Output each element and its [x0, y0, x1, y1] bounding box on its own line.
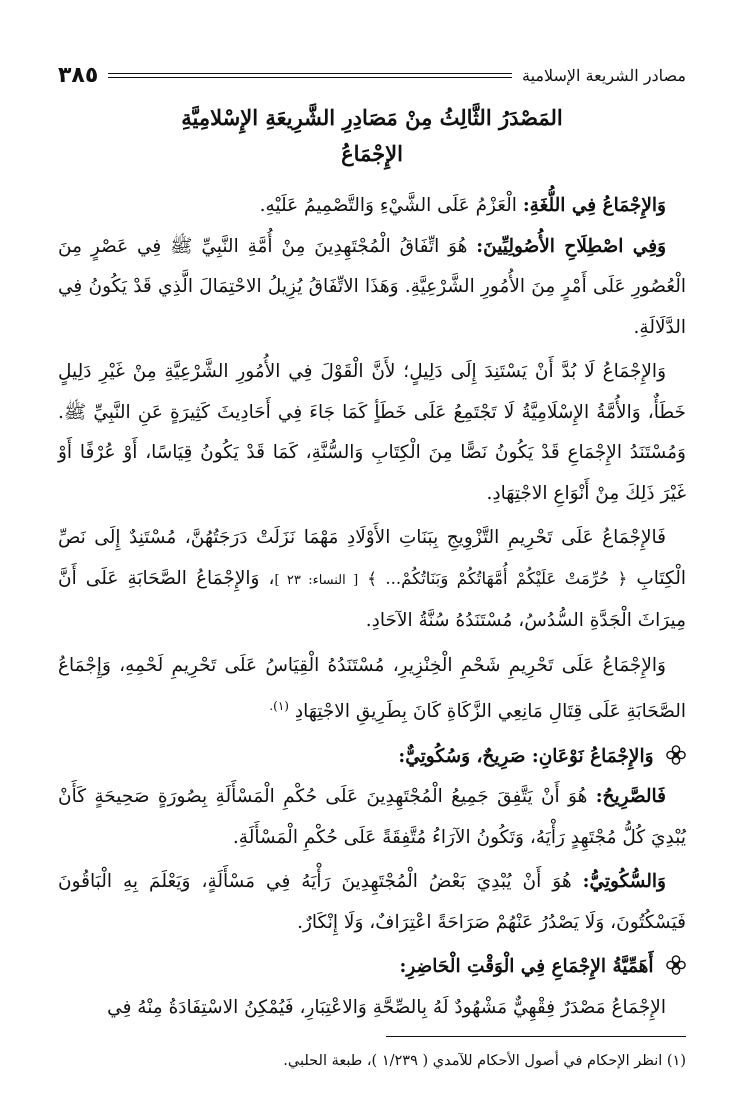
running-title: مصادر الشريعة الإسلامية — [521, 65, 686, 85]
flower-bullet-icon — [666, 745, 686, 765]
paragraph-text: وَالإِجْمَاعُ عَلَى تَحْرِيمِ شَحْمِ الْخِنْزِيرِ، مُسْتَنَدُهُ الْقِيَاسُ عَلَى تَحْرِيمِ لَحْمِهِ، وَإِجْمَاعُ الصَّحَابَةِ عَلَى قِتَالِ مَانِعِي الزَّكَاةِ كَانَ بِطَرِيقِ الاجْتِهَادِ — [58, 654, 686, 723]
paragraph-silent — [58, 862, 686, 943]
section-title: أَهَمِّيَّةُ الإِجْمَاعِ فِي الْوَقْتِ الْحَاضِرِ: — [399, 956, 654, 978]
section-title: وَالإِجْمَاعُ نَوْعَانِ: صَرِيحٌ، وَسُكُوتِيٌّ: — [398, 745, 654, 767]
body-text — [58, 186, 686, 1028]
paragraph-basis: وَالإِجْمَاعُ لَا بُدَّ أَنْ يَسْتَنِدَ إِلَى دَلِيلٍ؛ لأَنَّ الْقَوْلَ فِي الأُمُورِ الشَّرْعِيَّةِ مِنْ غَيْرِ دَلِيلٍ خَطَأٌ، وَالأُمَّةُ الإِسْلَامِيَّةُ لَا تَجْتَمِعُ عَلَى خَطَأٍ كَمَا جَاءَ فِي أَحَادِيثَ كَثِيرَةٍ عَنِ النَّبِيِّ ﷺ. وَمُسْتَنَدُ الإِجْمَاعِ قَدْ يَكُونُ نَصًّا مِنَ الْكِتَابِ وَالسُّنَّةِ، كَمَا قَدْ يَكُونُ قِيَاسًا، أَوْ عُرْفًا أَوْ غَيْرَ ذَلِكَ مِنْ أَنْوَاعِ الاجْتِهَادِ. — [58, 361, 686, 504]
paragraph-qiyas — [58, 646, 686, 733]
paragraph-definition-term — [58, 227, 686, 349]
paragraph-text: الْعَزْمُ عَلَى الشَّيْءِ وَالتَّصْمِيمُ عَلَيْهِ. — [259, 195, 517, 216]
chapter-headings — [58, 100, 686, 172]
chapter-subtitle: الإِجْمَاعُ — [341, 141, 403, 166]
paragraph-text: هُوَ أَنْ يُبْدِيَ بَعْضُ الْمُجْتَهِدِينَ رَأْيَهُ فِي مَسْأَلَةٍ، وَيَعْلَمَ بِهِ الْبَاقُونَ فَيَسْكُتُونَ، وَلَا يَصْدُرُ عَنْهُمْ صَرَاحَةً اعْتِرَافٌ، وَلَا إِنْكَارٌ. — [58, 871, 686, 933]
paragraph-text: فَالإِجْمَاعُ عَلَى تَحْرِيمِ التَّزْوِيجِ بِبَنَاتِ الأَوْلَادِ مَهْمَا نَزَلَتْ دَرَجَتُهُنَّ، مُسْتَنِدٌ إِلَى نَصِّ الْكِتَابِ — [58, 527, 686, 589]
chapter-title: المَصْدَرُ الثَّالِثُ مِنْ مَصَادِرِ الشَّرِيعَةِ الإِسْلامِيَّةِ — [181, 105, 563, 130]
footnote-marker: (١). — [269, 699, 289, 713]
term-lead: فَالصَّرِيحُ: — [595, 786, 666, 808]
paragraph-text: هُوَ اتِّفَاقُ الْمُجْتَهِدِينَ مِنْ أُمَّةِ النَّبِيِّ ﷺ فِي عَصْرٍ مِنَ الْعُصُورِ عَلَى أَمْرٍ مِنَ الأُمُورِ الشَّرْعِيَّةِ. وَهَذَا الاتِّفَاقُ يُزِيلُ الاحْتِمَالَ الَّذِي قَدْ يَكُونُ فِي الدَّلَالَةِ. — [58, 235, 686, 338]
footnote: (١) انظر الإحكام في أصول الأحكام للآمدي ( ١/٢٣٩ )، طبعة الحلبي. — [283, 1053, 686, 1069]
footnote-rule — [386, 1036, 686, 1037]
paragraph-text: ، وَالإِجْمَاعُ الصَّحَابَةِ عَلَى أَنَّ مِيرَاثَ الْجَدَّةِ السُّدُسُ، مُسْتَنَدُهُ سُنَّةُ الآحَادِ. — [58, 567, 686, 631]
section-heading-importance — [58, 947, 686, 988]
quran-quote: ﴿ حُرِّمَتْ عَلَيْكُمْ أُمَّهَاتُكُمْ وَبَنَاتُكُمْ... ﴾ — [367, 568, 628, 588]
paragraph-text: هُوَ أَنْ يَتَّفِقَ جَمِيعُ الْمُجْتَهِدِينَ عَلَى حُكْمِ الْمَسْأَلَةِ بِصُورَةٍ صَحِيحَةٍ كَأَنْ يُبْدِيَ كُلُّ مُجْتَهِدٍ رَأْيَهُ، وَتَكُونُ الآرَاءُ مُتَّفِقَةً عَلَى حُكْمِ الْمَسْأَلَةِ. — [58, 786, 686, 848]
page-number: ٣٨٥ — [58, 62, 99, 88]
section-heading-types — [58, 737, 686, 778]
running-header — [58, 60, 686, 90]
term-lead: وَالسُّكُوتِيُّ: — [582, 871, 666, 893]
term-lead: وَفِي اصْطِلَاحِ الأُصُولِيِّينَ: — [476, 235, 666, 257]
quran-reference: [ النساء: ٢٣ ] — [274, 572, 359, 588]
paragraph-examples — [58, 518, 686, 642]
paragraph-explicit — [58, 777, 686, 858]
term-lead: وَالإِجْمَاعُ فِي اللُّغَةِ: — [522, 195, 666, 216]
paragraph-definition-language — [58, 186, 686, 227]
header-rule — [108, 73, 512, 78]
paragraph-importance: الإِجْمَاعُ مَصْدَرٌ فِقْهِيٌّ مَشْهُودٌ لَهُ بِالصِّحَّةِ وَالاعْتِبَارِ، فَيُمْكِنُ الاسْتِفَادَةُ مِنْهُ فِي — [107, 996, 666, 1018]
flower-bullet-icon — [666, 955, 686, 975]
